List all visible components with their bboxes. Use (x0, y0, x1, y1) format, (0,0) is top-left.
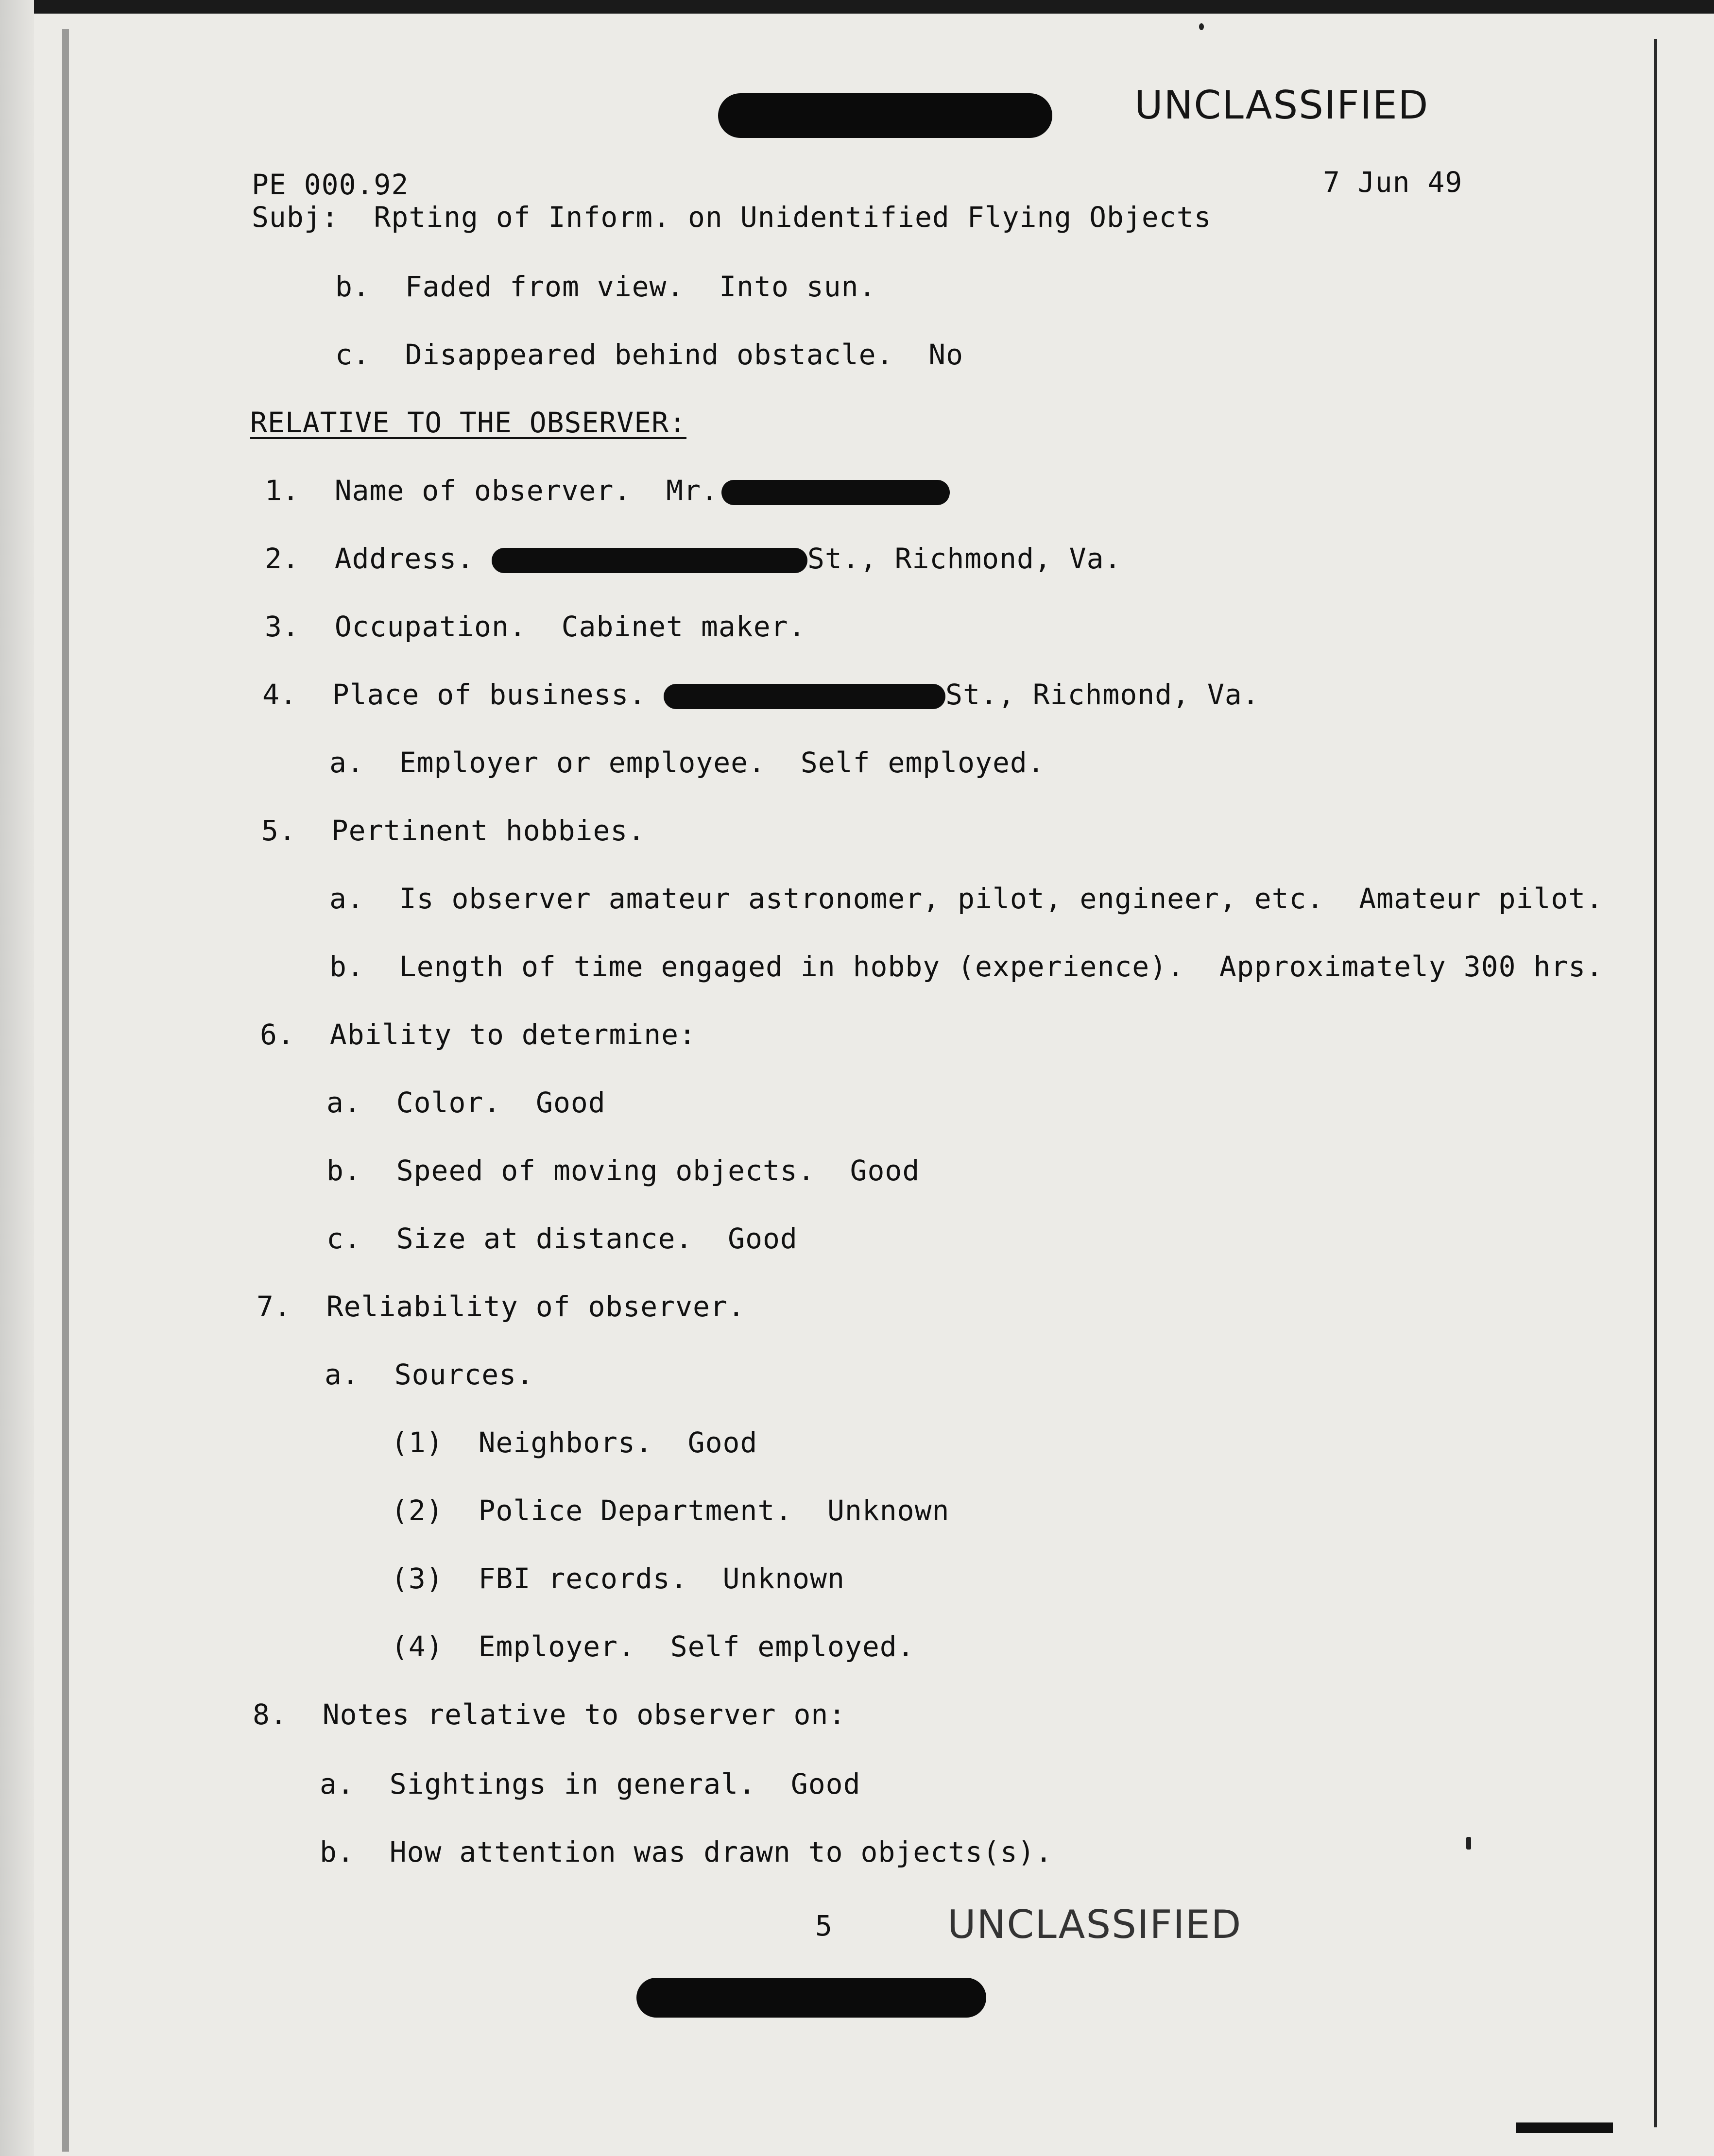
redacted-classification-bottom (636, 1978, 986, 2018)
ability-b-item: b. Speed of moving objects. Good (326, 1154, 920, 1187)
scan-edge-left (0, 0, 34, 2156)
subject-text: Rpting of Inform. on Unidentified Flying Objects (374, 201, 1212, 234)
redacted-name (721, 480, 950, 505)
scan-speck (1199, 23, 1204, 30)
source-2-item: (2) Police Department. Unknown (391, 1494, 950, 1527)
source-4-item: (4) Employer. Self employed. (391, 1630, 915, 1663)
scan-speck (1466, 1837, 1471, 1850)
observer-address-item: 2. Address. St., Richmond, Va. (265, 542, 1122, 575)
redacted-classification-top (718, 93, 1052, 138)
redacted-business-address (664, 684, 945, 709)
list-item: b. Faded from view. Into sun. (335, 270, 876, 303)
list-item: c. Disappeared behind obstacle. No (335, 338, 964, 371)
classification-stamp-bottom: UNCLASSIFIED (947, 1902, 1242, 1947)
source-1-item: (1) Neighbors. Good (391, 1426, 758, 1459)
redacted-address (492, 548, 807, 573)
observer-occupation-item: 3. Occupation. Cabinet maker. (265, 610, 806, 643)
notes-b-item: b. How attention was drawn to objects(s). (320, 1835, 1053, 1868)
observer-name-item: 1. Name of observer. Mr. (265, 474, 950, 508)
scan-border-left (62, 29, 69, 2152)
file-number: PE 000.92 (252, 168, 409, 201)
observer-business-item: 4. Place of business. St., Richmond, Va. (262, 678, 1260, 711)
notes-item: 8. Notes relative to observer on: (253, 1698, 846, 1731)
subject-label: Subj: (252, 201, 339, 234)
scan-edge-top (0, 0, 1714, 14)
page-number: 5 (815, 1909, 833, 1942)
hobbies-item: 5. Pertinent hobbies. (261, 814, 646, 847)
ability-c-item: c. Size at distance. Good (326, 1222, 798, 1255)
source-3-item: (3) FBI records. Unknown (391, 1562, 845, 1595)
notes-a-item: a. Sightings in general. Good (320, 1767, 861, 1800)
employer-item: a. Employer or employee. Self employed. (329, 746, 1045, 779)
classification-stamp-top: UNCLASSIFIED (1134, 83, 1429, 128)
ability-item: 6. Ability to determine: (260, 1018, 696, 1051)
subject-line (252, 200, 1212, 234)
ability-a-item: a. Color. Good (326, 1086, 606, 1119)
sources-item: a. Sources. (325, 1358, 534, 1391)
hobby-b-item: b. Length of time engaged in hobby (experience). Approximately 300 hrs. (329, 950, 1604, 983)
scan-border-right (1654, 39, 1657, 2127)
document-date: 7 Jun 49 (1323, 166, 1463, 199)
hobby-a-item: a. Is observer amateur astronomer, pilot, engineer, etc. Amateur pilot. (329, 882, 1604, 915)
scan-mark-bottom-right (1516, 2122, 1613, 2133)
reliability-item: 7. Reliability of observer. (257, 1290, 745, 1323)
section-heading: RELATIVE TO THE OBSERVER: (250, 406, 686, 439)
